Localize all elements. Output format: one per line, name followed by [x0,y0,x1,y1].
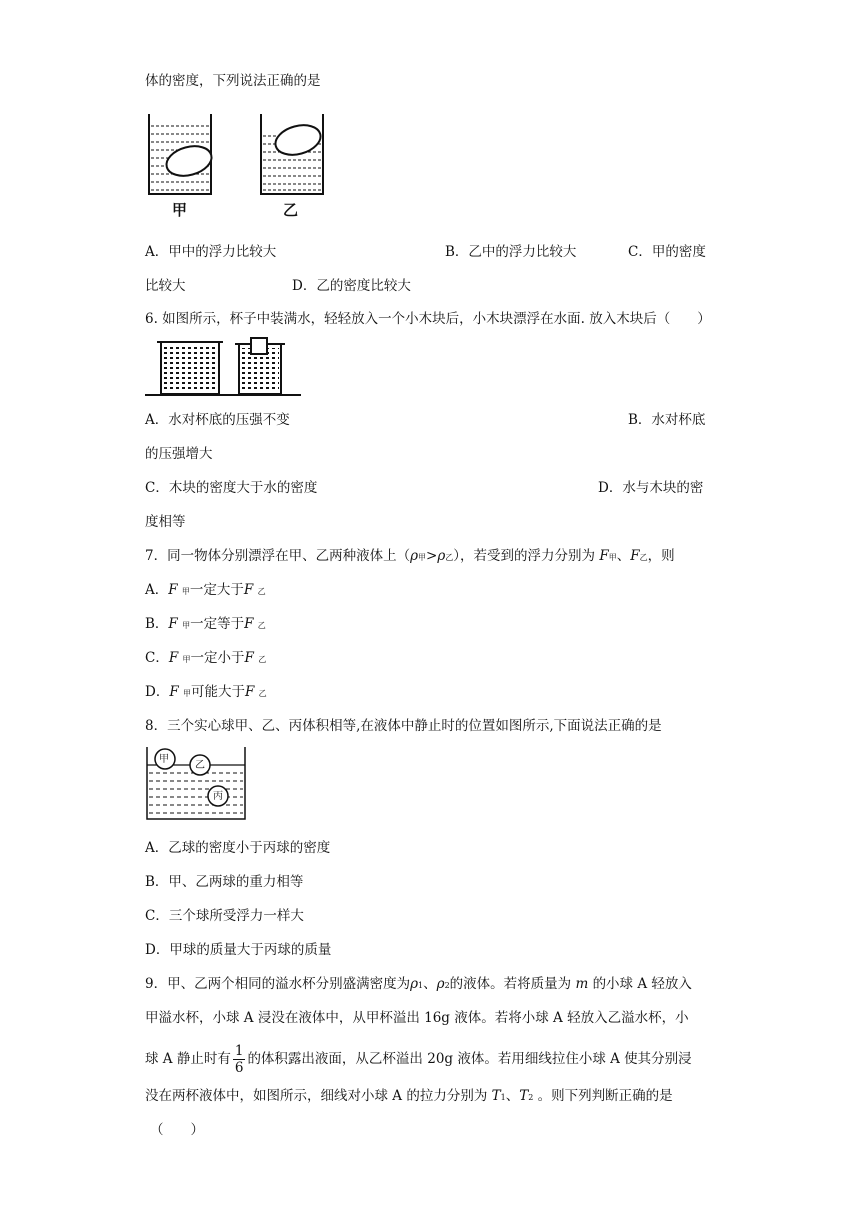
q6-option-a[interactable]: A．水对杯底的压强不变 [145,412,290,428]
q9-line-4: 没在两杯液体中，如图所示，细线对小球 A 的拉力分别为 T1、T2 。则下列判断正确的是 [145,1088,673,1104]
q8-ball-label-jia: 甲 [159,754,169,765]
q9-line-3: 球 A 静止时有 $\frac{1}{6}$ 的体积露出液面，从乙杯溢出 20g 液体。若用细线拉住小球 A 使其分别浸 [145,1043,692,1076]
q5-label-jia: 甲 [172,201,188,219]
q5-option-a[interactable]: A．甲中的浮力比较大 [145,244,277,260]
q5-option-d[interactable]: D．乙的密度比较大 [292,278,411,294]
q5-option-c-cont: 比较大 [145,278,186,294]
q6-option-b-cont: 的压强增大 [145,446,213,462]
q7-option-a[interactable]: A．F 甲一定大于F 乙 [145,582,266,598]
q9-answer-bracket: （ ） [150,1122,204,1138]
q6-option-d-cont: 度相等 [145,514,186,530]
q7-option-c[interactable]: C．F 甲一定小于F 乙 [145,650,267,666]
q6-figure [145,336,305,400]
q9-line-1: 9．甲、乙两个相同的溢水杯分别盛满密度为ρ1、ρ2的液体。若将质量为 m 的小球 A 轻放入 [145,976,692,992]
q6-stem: 6. 如图所示，杯子中装满水，轻轻放入一个小木块后，小木块漂浮在水面. 放入木块后（ ） [145,311,711,327]
q8-option-c[interactable]: C．三个球所受浮力一样大 [145,908,304,924]
wood-block [251,338,267,354]
object-in-jia [163,142,215,181]
q8-stem: 8．三个实心球甲、乙、丙体积相等,在液体中静止时的位置如图所示,下面说法正确的是 [145,718,662,734]
q7-stem: 7．同一物体分别漂浮在甲、乙两种液体上（ρ甲>ρ乙），若受到的浮力分别为 F甲、F乙，则 [145,548,675,564]
q6-option-d[interactable]: D．水与木块的密 [598,480,704,496]
q5-option-b[interactable]: B．乙中的浮力比较大 [445,244,577,260]
q8-ball-label-bing: 丙 [213,791,223,802]
fraction-one-sixth: $\frac{1}{6}$ [234,1043,244,1076]
q8-ball-label-yi: 乙 [195,760,205,771]
q8-option-a[interactable]: A．乙球的密度小于丙球的密度 [145,840,331,856]
q6-option-c[interactable]: C．木块的密度大于水的密度 [145,480,318,496]
q9-line-2: 甲溢水杯，小球 A 浸没在液体中，从甲杯溢出 16g 液体。若将小球 A 轻放入乙溢水杯，小 [145,1010,689,1026]
cup-after [235,338,285,394]
object-in-yi [272,121,324,160]
q7-option-b[interactable]: B．F 甲一定等于F 乙 [145,616,266,632]
q8-option-d[interactable]: D．甲球的质量大于丙球的质量 [145,942,332,958]
q5-option-c[interactable]: C．甲的密度 [628,244,706,260]
q5-stem-tail: 体的密度，下列说法正确的是 [145,73,321,89]
q6-option-b[interactable]: B．水对杯底 [628,412,706,428]
q5-label-yi: 乙 [283,201,299,219]
q7-option-d[interactable]: D．F 甲可能大于F 乙 [145,684,267,700]
q8-option-b[interactable]: B．甲、乙两球的重力相等 [145,874,304,890]
cup-before [157,342,223,394]
